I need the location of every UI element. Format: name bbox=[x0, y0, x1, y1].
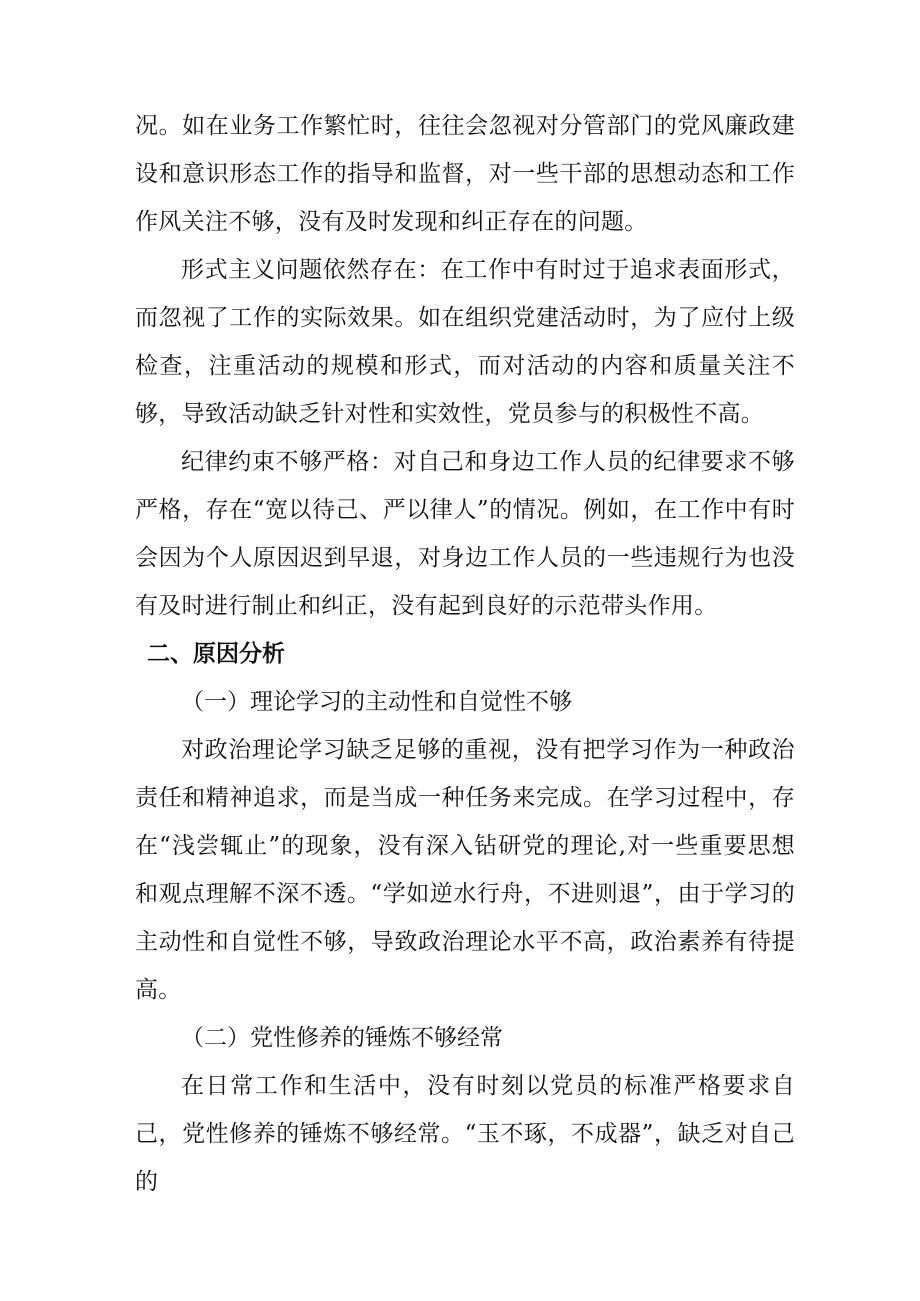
document-body bbox=[135, 102, 795, 1206]
section-heading: 二、原因分析 bbox=[147, 640, 285, 667]
paragraph-continuation: 况。如在业务工作繁忙时，往往会忽视对分管部门的党风廉政建设和意识形态工作的指导和监督，对一些干部的思想动态和工作作风关注不够，没有及时发现和纠正存在的问题。 bbox=[135, 113, 795, 235]
paragraph-formalism: 形式主义问题依然存在：在工作中有时过于追求表面形式，而忽视了工作的实际效果。如在组织党建活动时，为了应付上级检查，注重活动的规模和形式，而对活动的内容和质量关注不够，导致活动缺乏针对性和实效性，党员参与的积极性不高。 bbox=[135, 257, 795, 427]
paragraph-party-spirit: 在日常工作和生活中，没有时刻以党员的标准严格要求自己，党性修养的锤炼不够经常。“玉不琢，不成器”，缺乏对自己的 bbox=[135, 1073, 795, 1195]
paragraph-theory-study: 对政治理论学习缺乏足够的重视，没有把学习作为一种政治责任和精神追求，而是当成一种任务来完成。在学习过程中，存在“浅尝辄止”的现象，没有深入钻研党的理论,对一些重要思想和观点理解不深不透。“学如逆水行舟，不进则退”，由于学习的主动性和自觉性不够，导致政治理论水平不高，政治素养有待提高。 bbox=[135, 737, 795, 1003]
subheading-party-spirit: （二）党性修养的锤炼不够经常 bbox=[181, 1025, 503, 1051]
paragraph-discipline: 纪律约束不够严格：对自己和身边工作人员的纪律要求不够严格，存在“宽以待己、严以律人”的情况。例如，在工作中有时会因为个人原因迟到早退，对身边工作人员的一些违规行为也没有及时进行制止和纠正，没有起到良好的示范带头作用。 bbox=[135, 449, 795, 619]
subheading-theory-study: （一）理论学习的主动性和自觉性不够 bbox=[181, 689, 572, 715]
